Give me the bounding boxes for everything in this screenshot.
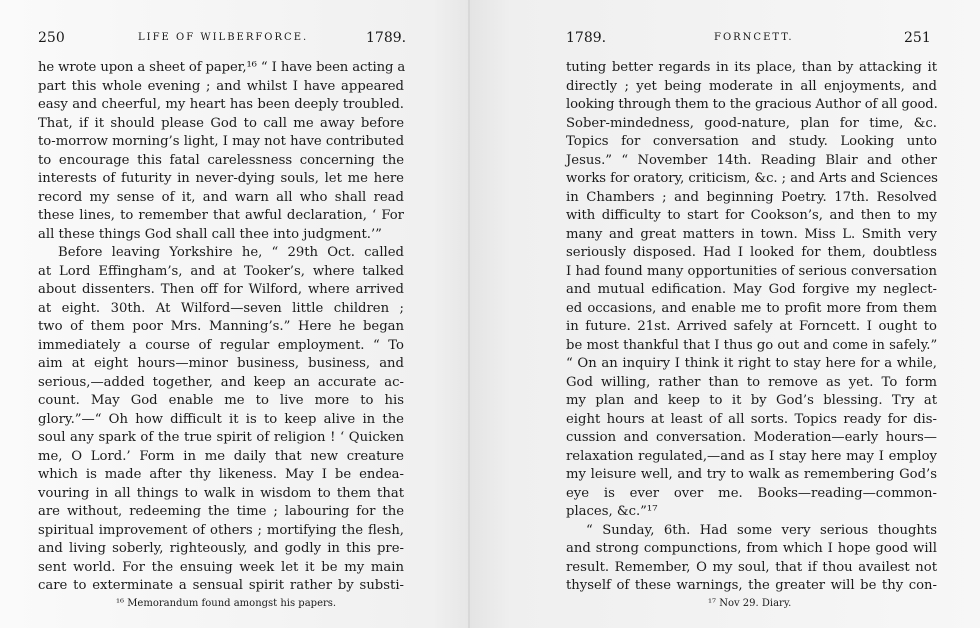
- text-line: be most thankful that I thus go out and come in safely.”: [566, 337, 938, 353]
- text-line: immediately a course of regular employment. “ To: [38, 337, 404, 353]
- text-line: sent world. For the ensuing week let it be my main: [38, 559, 404, 575]
- left-running-title: LIFE OF WILBERFORCE.: [138, 32, 309, 43]
- text-line: tuting better regards in its place, than by attacking it: [566, 60, 937, 75]
- right-page: [470, 0, 980, 628]
- text-line: ed occasions, and enable me to profit more from them: [566, 300, 937, 316]
- text-line: in Chambers ; and beginning Poetry. 17th. Resolved: [566, 189, 937, 205]
- text-line: aim at eight hours—minor business, business, and: [38, 356, 404, 371]
- left-page: [0, 0, 470, 628]
- text-line: at eight. 30th. At Wilford—seven little children ;: [38, 300, 404, 316]
- text-line: eye is ever over me. Books—reading—common-: [566, 485, 937, 501]
- text-line: easy and cheerful, my heart has been deeply troubled.: [38, 97, 404, 112]
- text-line: about dissenters. Then off for Wilford, where arrived: [38, 282, 404, 297]
- text-line: serious,—added together, and keep an accurate ac-: [38, 374, 404, 390]
- left-page-text: [38, 59, 404, 596]
- right-running-title: FORNCETT.: [714, 32, 794, 43]
- text-line: works for oratory, criticism, &c. ; and Arts and Sciences: [566, 171, 938, 186]
- text-line: record my sense of it, and warn all who shall read: [38, 189, 404, 205]
- right-footnote: ¹⁷ Nov 29. Diary.: [708, 598, 792, 609]
- text-line: “ On an inquiry I think it right to stay here for a while,: [566, 356, 937, 371]
- text-line: two of them poor Mrs. Manning’s.” Here he began: [38, 319, 404, 334]
- text-line: my plan and keep to it by God’s blessing. Try at: [566, 393, 937, 408]
- text-line: Jesus.” “ November 14th. Reading Blair and other: [566, 152, 937, 168]
- text-line: my leisure well, and try to walk as remembering God’s: [566, 467, 937, 482]
- left-page-header: [38, 30, 407, 48]
- text-line: thyself of these warnings, the greater will be thy con-: [566, 578, 937, 593]
- text-line: seriously disposed. Had I looked for them, doubtless: [566, 245, 937, 260]
- text-line: interests of futurity in never-dying souls, let me here: [38, 171, 404, 186]
- text-line: That, if it should please God to call me away before: [38, 115, 404, 131]
- text-line: care to exterminate a sensual spirit rather by substi-: [38, 578, 404, 593]
- text-line: result. Remember, O my soul, that if thou availest not: [566, 559, 937, 575]
- text-line: all these things God shall call thee into judgment.’”: [38, 226, 382, 242]
- text-line: part this whole evening ; and whilst I have appeared: [38, 78, 404, 94]
- text-line: count. May God enable me to live more to his: [38, 393, 404, 408]
- right-page-number: 251: [904, 30, 931, 46]
- text-line: eight hours at least of all sorts. Topics ready for dis-: [566, 411, 937, 427]
- text-line: me, O Lord.’ Form in me daily that new creature: [38, 448, 404, 464]
- text-line: he wrote upon a sheet of paper,¹⁶ “ I have been acting a: [38, 60, 406, 75]
- text-line: with difficulty to start for Cookson’s, and then to my: [566, 208, 937, 223]
- text-line: cussion and conversation. Moderation—early hours—: [566, 430, 937, 445]
- right-page-text: [566, 59, 937, 596]
- text-line: looking through them to the gracious Author of all good.: [566, 97, 938, 112]
- text-line: glory.”—“ Oh how difficult it is to keep alive in the: [38, 411, 404, 427]
- text-line: vouring in all things to walk in wisdom to them that: [38, 485, 404, 501]
- text-line: these lines, to remember that awful declaration, ‘ For: [38, 208, 404, 223]
- text-line: God willing, rather than to remove as yet. To form: [566, 374, 937, 390]
- right-page-year: 1789.: [566, 30, 607, 46]
- text-line: which is made after thy likeness. May I be endea-: [38, 467, 404, 482]
- left-page-year: 1789.: [366, 30, 407, 46]
- text-line: to encourage this fatal carelessness concerning the: [38, 152, 404, 168]
- right-page-header: [566, 30, 936, 48]
- text-line: are without, redeeming the time ; labouring for the: [38, 504, 404, 519]
- text-line: Before leaving Yorkshire he, “ 29th Oct. called: [58, 245, 404, 260]
- text-line: places, &c.”¹⁷: [566, 504, 658, 519]
- text-line: Topics for conversation and study. Looking unto: [566, 134, 937, 149]
- text-line: spiritual improvement of others ; mortifying the flesh,: [38, 522, 404, 538]
- text-line: relaxation regulated,—and as I stay here may I employ: [566, 448, 937, 464]
- text-line: soul any spark of the true spirit of religion ! ‘ Quicken: [38, 430, 404, 445]
- left-page-number: 250: [38, 30, 65, 46]
- text-line: in future. 21st. Arrived safely at Forncett. I ought to: [566, 319, 937, 334]
- text-line: and mutual edification. May God forgive my neglect-: [566, 282, 937, 297]
- left-footnote: ¹⁶ Memorandum found amongst his papers.: [116, 598, 337, 609]
- text-line: at Lord Effingham’s, and at Tooker’s, where talked: [38, 263, 404, 279]
- text-line: Sober-mindedness, good-nature, plan for time, &c.: [566, 115, 937, 131]
- text-line: many and great matters in town. Miss L. Smith very: [566, 226, 937, 242]
- text-line: I had found many opportunities of serious conversation: [566, 263, 937, 279]
- text-line: to-morrow morning’s light, I may not have contributed: [38, 134, 405, 149]
- text-line: and living soberly, righteously, and godly in this pre-: [38, 541, 404, 556]
- text-line: directly ; yet being moderate in all enjoyments, and: [566, 78, 937, 94]
- text-line: and strong compunctions, from which I hope good will: [566, 541, 937, 556]
- text-line: “ Sunday, 6th. Had some very serious thoughts: [586, 522, 937, 538]
